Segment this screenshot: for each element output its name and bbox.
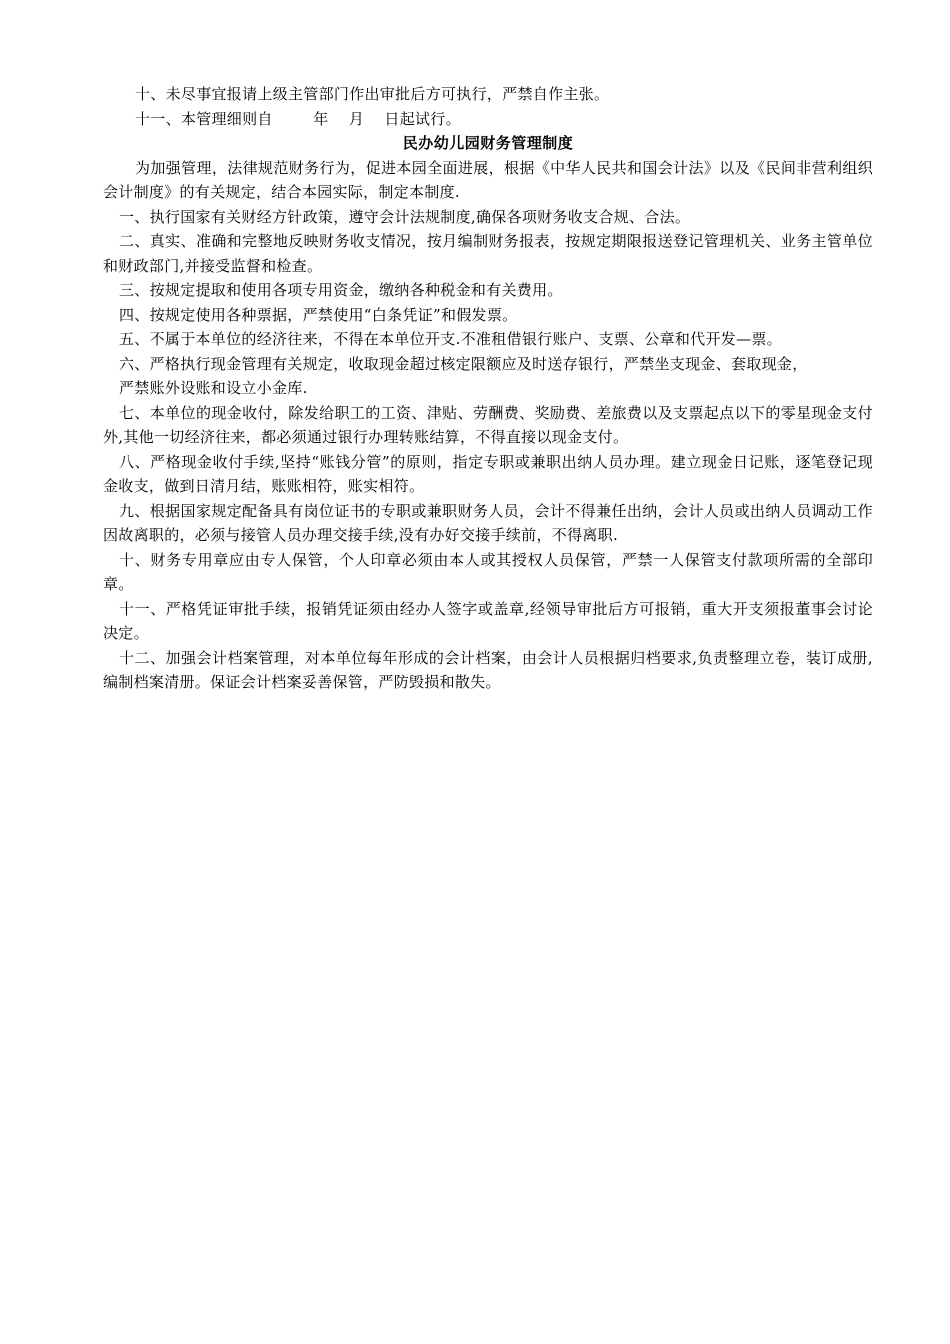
article-9: 九、根据国家规定配备具有岗位证书的专职或兼职财务人员，会计不得兼任出纳，会计人员或出纳人员调动工作因故离职的，必须与接管人员办理交接手续,没有办好交接手续前，不得离职.	[103, 501, 873, 544]
article-5: 五、不属于本单位的经济往来，不得在本单位开支.不准租借银行账户、支票、公章和代开发—票。	[119, 330, 782, 348]
article-4: 四、按规定使用各种票据，严禁使用“白条凭证”和假发票。	[119, 305, 518, 324]
article-11: 十一、严格凭证审批手续，报销凭证须由经办人签字或盖章,经领导审批后方可报销，重大开支须报董事会讨论决定。	[103, 599, 873, 642]
clause-eleven-previous: 十一、本管理细则自 年 月 日起试行。	[135, 109, 461, 128]
preamble-paragraph: 为加强管理，法律规范财务行为，促进本园全面进展，根据《中华人民共和国会计法》以及《民间非营利组织会计制度》的有关规定，结合本园实际，制定本制度.	[103, 158, 873, 201]
article-8: 八、严格现金收付手续,坚持“账钱分管”的原则，指定专职或兼职出纳人员办理。建立现金日记账，逐笔登记现金收支，做到日清月结，账账相符，账实相符。	[103, 452, 873, 495]
document-body	[103, 82, 873, 695]
clause-ten-previous: 十、未尽事宜报请上级主管部门作出审批后方可执行，严禁自作主张。	[135, 85, 610, 103]
article-3: 三、按规定提取和使用各项专用资金，缴纳各种税金和有关费用。	[119, 281, 563, 299]
article-2: 二、真实、准确和完整地反映财务收支情况，按月编制财务报表，按规定期限报送登记管理机关、业务主管单位和财政部门,并接受监督和检查。	[103, 232, 873, 275]
document-title: 民办幼儿园财务管理制度	[402, 134, 574, 152]
article-10: 十、财务专用章应由专人保管，个人印章必须由本人或其授权人员保管，严禁一人保管支付款项所需的全部印章。	[103, 550, 873, 593]
article-6-line-2: 严禁账外设账和设立小金库.	[119, 379, 308, 397]
article-6-line-1: 六、严格执行现金管理有关规定，收取现金超过核定限额应及时送存银行，严禁坐支现金、套取现金，	[119, 354, 808, 373]
article-7: 七、本单位的现金收付，除发给职工的工资、津贴、劳酬费、奖励费、差旅费以及支票起点以下的零星现金支付外,其他一切经济往来，都必须通过银行办理转账结算，不得直接以现金支付。	[103, 403, 873, 446]
article-1: 一、执行国家有关财经方针政策，遵守会计法规制度,确保各项财务收支合规、合法。	[119, 207, 691, 226]
article-12: 十二、加强会计档案管理，对本单位每年形成的会计档案，由会计人员根据归档要求,负责整理立卷，装订成册,编制档案清册。保证会计档案妥善保管，严防毁损和散失。	[103, 648, 873, 691]
